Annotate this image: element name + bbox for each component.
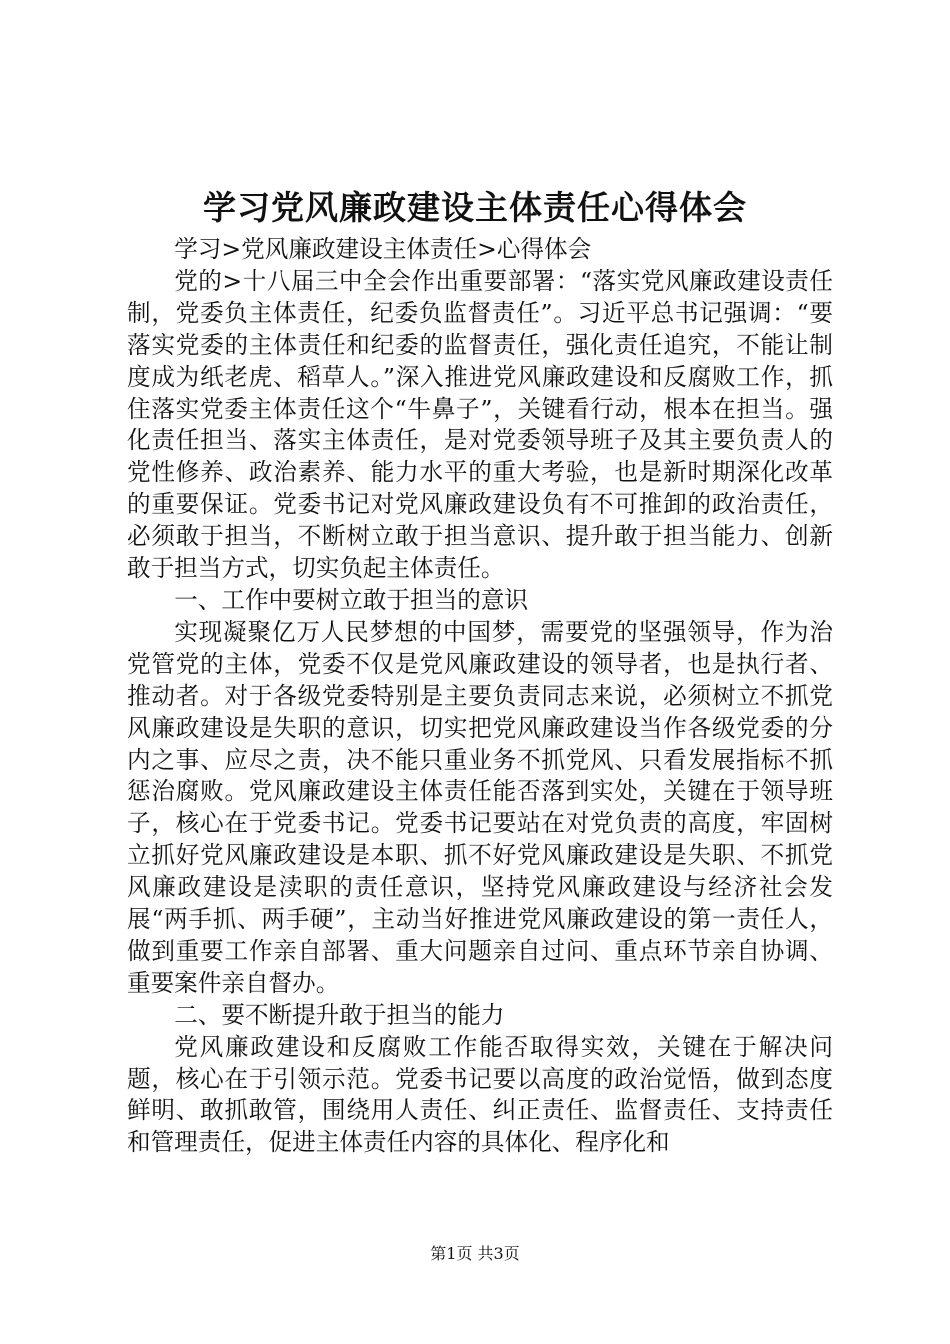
paragraph-section-1: 实现凝聚亿万人民梦想的中国梦，需要党的坚强领导，作为治党管党的主体，党委不仅是党风廉政建设的领导者，也是执行者、推动者。对于各级党委特别是主要负责同志来说，必须树立不抓党风廉政建设是失职的意识，切实把党风廉政建设当作各级党委的分内之事、应尽之责，决不能只重业务不抓党风、只看发展指标不抓惩治腐败。党风廉政建设主体责任能否落到实处，关键在于领导班子，核心在于党委书记。党委书记要站在对党负责的高度，牢固树立抓好党风廉政建设是本职、抓不好党风廉政建设是失职、不抓党风廉政建设是渎职的责任意识，坚持党风廉政建设与经济社会发展“两手抓、两手硬”，主动当好推进党风廉政建设的第一责任人，做到重要工作亲自部署、重大问题亲自过问、重点环节亲自协调、重要案件亲自督办。 [127,617,833,997]
page-footer: 第1页 共3页 [430,1244,520,1263]
paragraph-intro: 学习>党风廉政建设主体责任>心得体会 [174,235,592,263]
section-heading-1: 一、工作中要树立敢于担当的意识 [174,585,529,614]
section-heading-2: 二、要不断提升敢于担当的能力 [174,1000,505,1029]
paragraph-opening: 党的>十八届三中全会作出重要部署：“落实党风廉政建设责任制，党委负主体责任，纪委负监督责任”。习近平总书记强调：“要落实党委的主体责任和纪委的监督责任，强化责任追究，不能让制度成为纸老虎、稻草人。”深入推进党风廉政建设和反腐败工作，抓住落实党委主体责任这个“牛鼻子”，关键看行动，根本在担当。强化责任担当、落实主体责任，是对党委领导班子及其主要负责人的党性修养、政治素养、能力水平的重大考验，也是新时期深化改革的重要保证。党委书记对党风廉政建设负有不可推卸的政治责任，必须敢于担当，不断树立敢于担当意识、提升敢于担当能力、创新敢于担当方式，切实负起主体责任。 [127,266,833,583]
document-body [127,234,833,1159]
paragraph-section-2: 党风廉政建设和反腐败工作能否取得实效，关键在于解决问题，核心在于引领示范。党委书记要以高度的政治觉悟，做到态度鲜明、敢抓敢管，围绕用人责任、纠正责任、监督责任、支持责任和管理责任，促进主体责任内容的具体化、程序化和 [127,1032,833,1157]
document-title: 学习党风廉政建设主体责任心得体会 [203,188,747,227]
